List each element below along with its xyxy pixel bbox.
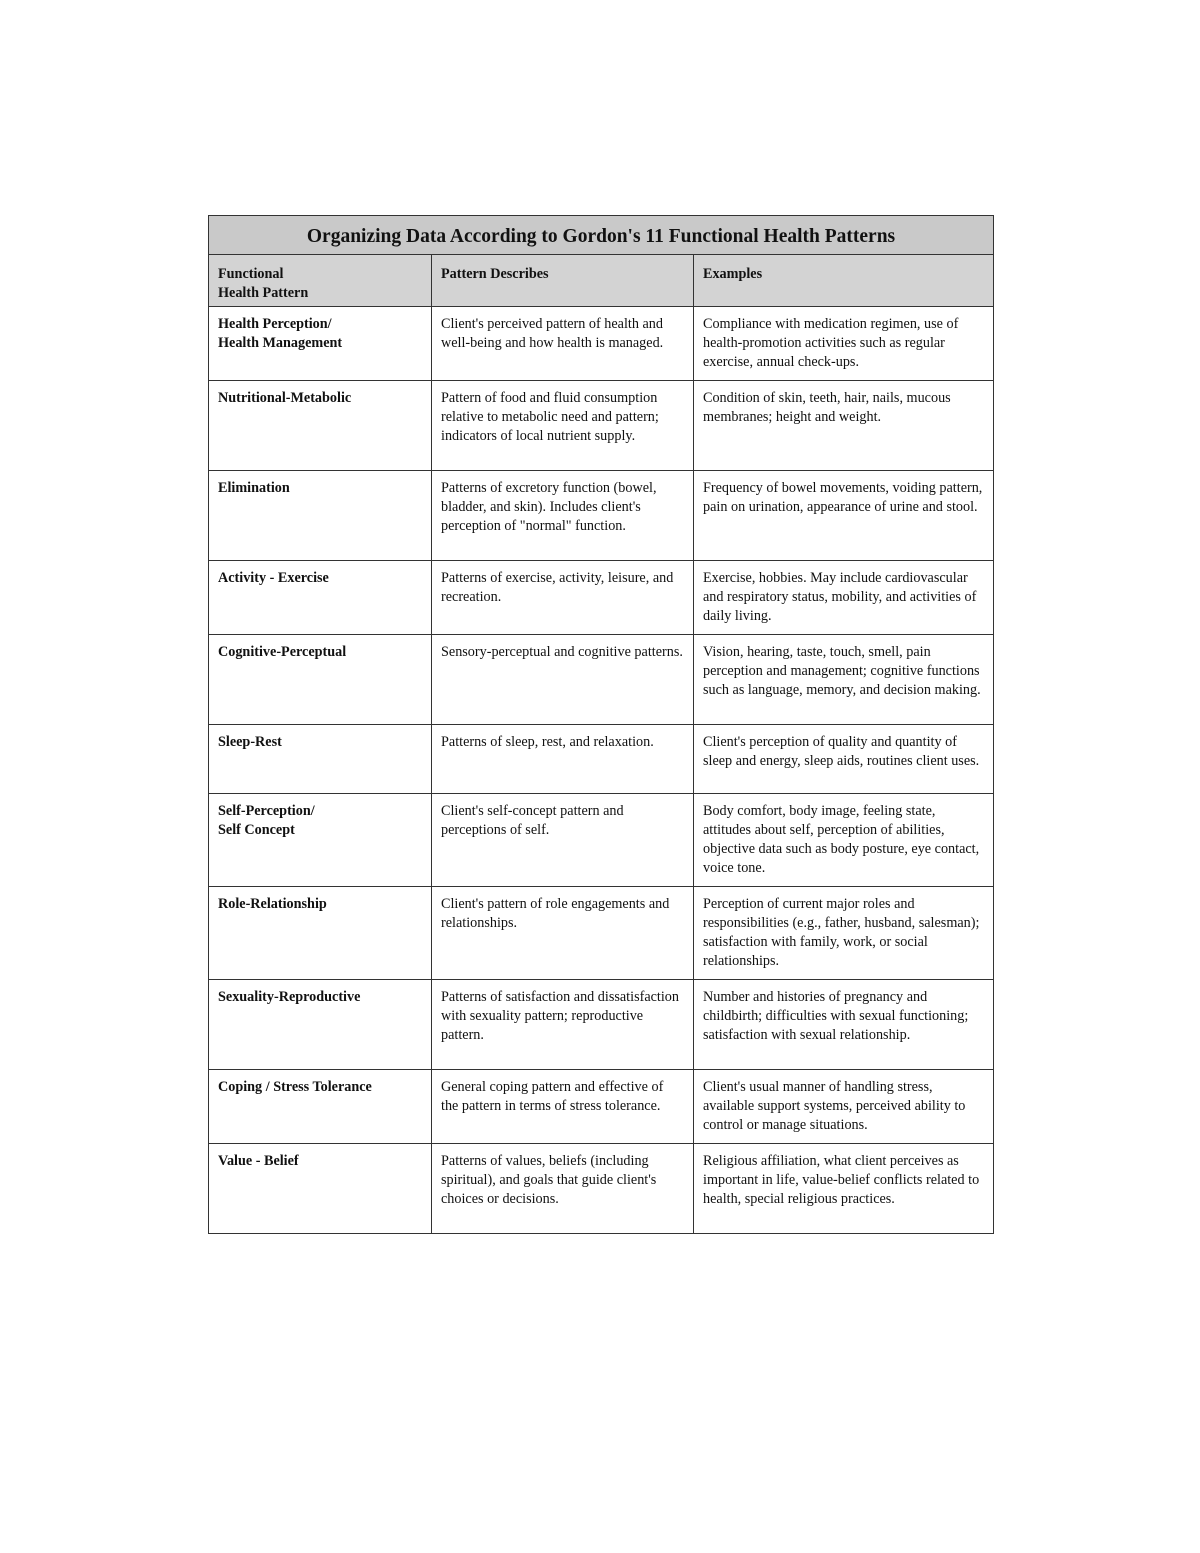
column-header-describes: Pattern Describes [432,255,694,307]
table-row [209,1144,994,1234]
pattern-examples: Compliance with medication regimen, use of health-promotion activities such as regular exercise, annual check-ups. [694,307,994,381]
table-row [209,725,994,794]
pattern-description: Patterns of exercise, activity, leisure, and recreation. [432,561,694,635]
pattern-examples: Condition of skin, teeth, hair, nails, mucous membranes; height and weight. [694,381,994,471]
pattern-name: Nutritional-Metabolic [209,381,432,471]
functional-health-patterns-table [208,215,994,1234]
pattern-examples: Client's perception of quality and quantity of sleep and energy, sleep aids, routines client uses. [694,725,994,794]
pattern-name: Health Perception/ Health Management [209,307,432,381]
column-header-pattern: Functional Health Pattern [209,255,432,307]
pattern-description: Client's pattern of role engagements and relationships. [432,887,694,980]
table-row [209,381,994,471]
pattern-description: Client's perceived pattern of health and well-being and how health is managed. [432,307,694,381]
pattern-description: General coping pattern and effective of the pattern in terms of stress tolerance. [432,1070,694,1144]
pattern-name: Activity - Exercise [209,561,432,635]
table-title-row [209,216,994,255]
table-row [209,635,994,725]
pattern-name: Sexuality-Reproductive [209,980,432,1070]
table-row [209,561,994,635]
pattern-examples: Religious affiliation, what client perceives as important in life, value-belief conflicts related to health, special religious practices. [694,1144,994,1234]
pattern-examples: Number and histories of pregnancy and childbirth; difficulties with sexual functioning; satisfaction with sexual relationship. [694,980,994,1070]
pattern-name: Role-Relationship [209,887,432,980]
table-title: Organizing Data According to Gordon's 11 Functional Health Patterns [209,216,994,255]
pattern-description: Sensory-perceptual and cognitive patterns. [432,635,694,725]
table-header-row [209,255,994,307]
pattern-name: Cognitive-Perceptual [209,635,432,725]
table-row [209,980,994,1070]
pattern-name: Sleep-Rest [209,725,432,794]
pattern-description: Patterns of values, beliefs (including spiritual), and goals that guide client's choices or decisions. [432,1144,694,1234]
pattern-examples: Frequency of bowel movements, voiding pattern, pain on urination, appearance of urine and stool. [694,471,994,561]
pattern-description: Patterns of sleep, rest, and relaxation. [432,725,694,794]
table-row [209,1070,994,1144]
pattern-description: Patterns of satisfaction and dissatisfaction with sexuality pattern; reproductive pattern. [432,980,694,1070]
table-row [209,307,994,381]
table-row [209,794,994,887]
pattern-examples: Client's usual manner of handling stress, available support systems, perceived ability to control or manage situations. [694,1070,994,1144]
column-header-examples: Examples [694,255,994,307]
table-row [209,887,994,980]
pattern-name: Self-Perception/ Self Concept [209,794,432,887]
pattern-description: Client's self-concept pattern and perceptions of self. [432,794,694,887]
pattern-name: Coping / Stress Tolerance [209,1070,432,1144]
pattern-examples: Body comfort, body image, feeling state, attitudes about self, perception of abilities, objective data such as body posture, eye contact, voice tone. [694,794,994,887]
pattern-name: Value - Belief [209,1144,432,1234]
pattern-name: Elimination [209,471,432,561]
pattern-examples: Perception of current major roles and responsibilities (e.g., father, husband, salesman); satisfaction with family, work, or social relationships. [694,887,994,980]
pattern-examples: Exercise, hobbies. May include cardiovascular and respiratory status, mobility, and activities of daily living. [694,561,994,635]
table-row [209,471,994,561]
pattern-description: Pattern of food and fluid consumption relative to metabolic need and pattern; indicators of local nutrient supply. [432,381,694,471]
pattern-description: Patterns of excretory function (bowel, bladder, and skin). Includes client's perception of "normal" function. [432,471,694,561]
pattern-examples: Vision, hearing, taste, touch, smell, pain perception and management; cognitive functions such as language, memory, and decision making. [694,635,994,725]
